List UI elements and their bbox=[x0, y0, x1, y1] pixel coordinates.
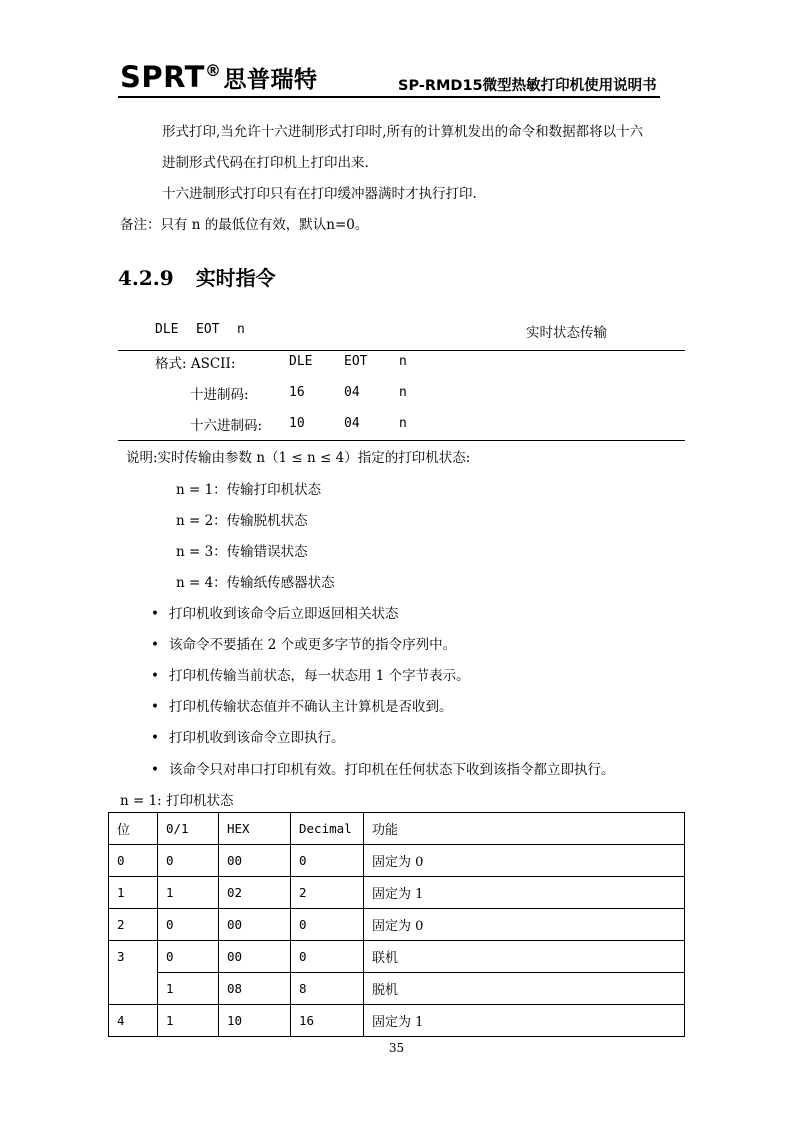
option-n2: n = 2：传输脱机状态 bbox=[176, 513, 308, 529]
command-name-dle: DLE bbox=[155, 322, 179, 337]
printer-status-table bbox=[108, 812, 685, 1037]
format-hex-v2: 04 bbox=[344, 416, 360, 431]
bullet-dot-icon: • bbox=[151, 762, 159, 778]
bullet-dot-icon: • bbox=[151, 637, 159, 653]
table-header-row bbox=[109, 813, 685, 845]
bullet-item: • 打印机传输状态值并不确认主计算机是否收到。 bbox=[151, 699, 453, 715]
section-title: 实时指令 bbox=[195, 266, 276, 290]
header-value: 0/1 bbox=[158, 813, 219, 845]
bullet-dot-icon: • bbox=[151, 730, 159, 746]
intro-line-3: 十六进制形式打印只有在打印缓冲器满时才执行打印. bbox=[162, 186, 477, 202]
note: 备注：只有 n 的最低位有效，默认n=0。 bbox=[120, 217, 369, 233]
table-row: 1 08 8 脱机 bbox=[109, 973, 685, 1005]
header-function: 功能 bbox=[364, 813, 685, 845]
table-caption: n = 1: 打印机状态 bbox=[120, 793, 234, 809]
format-hex-v3: n bbox=[399, 416, 407, 431]
bullet-dot-icon: • bbox=[151, 668, 159, 684]
format-label-hex: 十六进制码: bbox=[190, 418, 263, 434]
explanation-text: 说明:实时传输由参数 n（1 ≤ n ≤ 4）指定的打印机状态: bbox=[126, 450, 471, 466]
bullet-item: • 该命令只对串口打印机有效。打印机在任何状态下收到该指令都立即执行。 bbox=[151, 762, 615, 778]
format-decimal-v3: n bbox=[399, 385, 407, 400]
brand-name-cn: 思普瑞特 bbox=[223, 67, 318, 93]
command-name-n: n bbox=[237, 322, 245, 337]
brand-name: SPRT bbox=[120, 60, 205, 94]
option-n4: n = 4：传输纸传感器状态 bbox=[176, 575, 335, 591]
format-ascii-v2: EOT bbox=[344, 354, 368, 369]
brand-logo bbox=[120, 60, 317, 94]
format-label-decimal: 十进制码: bbox=[190, 387, 249, 403]
header-divider bbox=[118, 96, 660, 98]
format-ascii-v3: n bbox=[399, 354, 407, 369]
option-n1: n = 1：传输打印机状态 bbox=[176, 482, 322, 498]
bullet-item: • 打印机收到该命令后立即返回相关状态 bbox=[151, 606, 399, 622]
format-hex-v1: 10 bbox=[289, 416, 305, 431]
bullet-dot-icon: • bbox=[151, 606, 159, 622]
option-n3: n = 3：传输错误状态 bbox=[176, 544, 308, 560]
table-row: 3 0 00 0 联机 bbox=[109, 941, 685, 973]
section-heading bbox=[118, 262, 276, 291]
format-ascii-v1: DLE bbox=[289, 354, 313, 369]
section-number: 4.2.9 bbox=[118, 266, 174, 290]
registered-mark: ® bbox=[204, 61, 222, 80]
table-row: 0 0 00 0 固定为 0 bbox=[109, 845, 685, 877]
bullet-item: • 打印机收到该命令立即执行。 bbox=[151, 730, 345, 746]
doc-title: SP-RMD15微型热敏打印机使用说明书 bbox=[398, 78, 657, 94]
command-name-eot: EOT bbox=[196, 322, 220, 337]
format-label-ascii: 格式: ASCII: bbox=[155, 356, 236, 372]
table-row: 4 1 10 16 固定为 1 bbox=[109, 1005, 685, 1037]
intro-line-2: 进制形式代码在打印机上打印出来. bbox=[162, 155, 369, 171]
intro-line-1: 形式打印,当允许十六进制形式打印时,所有的计算机发出的命令和数据都将以十六 bbox=[162, 124, 644, 140]
format-top-rule bbox=[118, 350, 685, 351]
bullet-dot-icon: • bbox=[151, 699, 159, 715]
header-decimal: Decimal bbox=[291, 813, 364, 845]
format-decimal-v2: 04 bbox=[344, 385, 360, 400]
table-row: 1 1 02 2 固定为 1 bbox=[109, 877, 685, 909]
format-decimal-v1: 16 bbox=[289, 385, 305, 400]
table-row: 2 0 00 0 固定为 0 bbox=[109, 909, 685, 941]
command-description: 实时状态传输 bbox=[526, 325, 607, 341]
bullet-item: • 打印机传输当前状态，每一状态用 1 个字节表示。 bbox=[151, 668, 470, 684]
header-bit: 位 bbox=[109, 813, 158, 845]
format-bottom-rule bbox=[118, 440, 685, 441]
page-number: 35 bbox=[388, 1041, 405, 1055]
header-hex: HEX bbox=[219, 813, 291, 845]
bullet-item: • 该命令不要插在 2 个或更多字节的指令序列中。 bbox=[151, 637, 457, 653]
